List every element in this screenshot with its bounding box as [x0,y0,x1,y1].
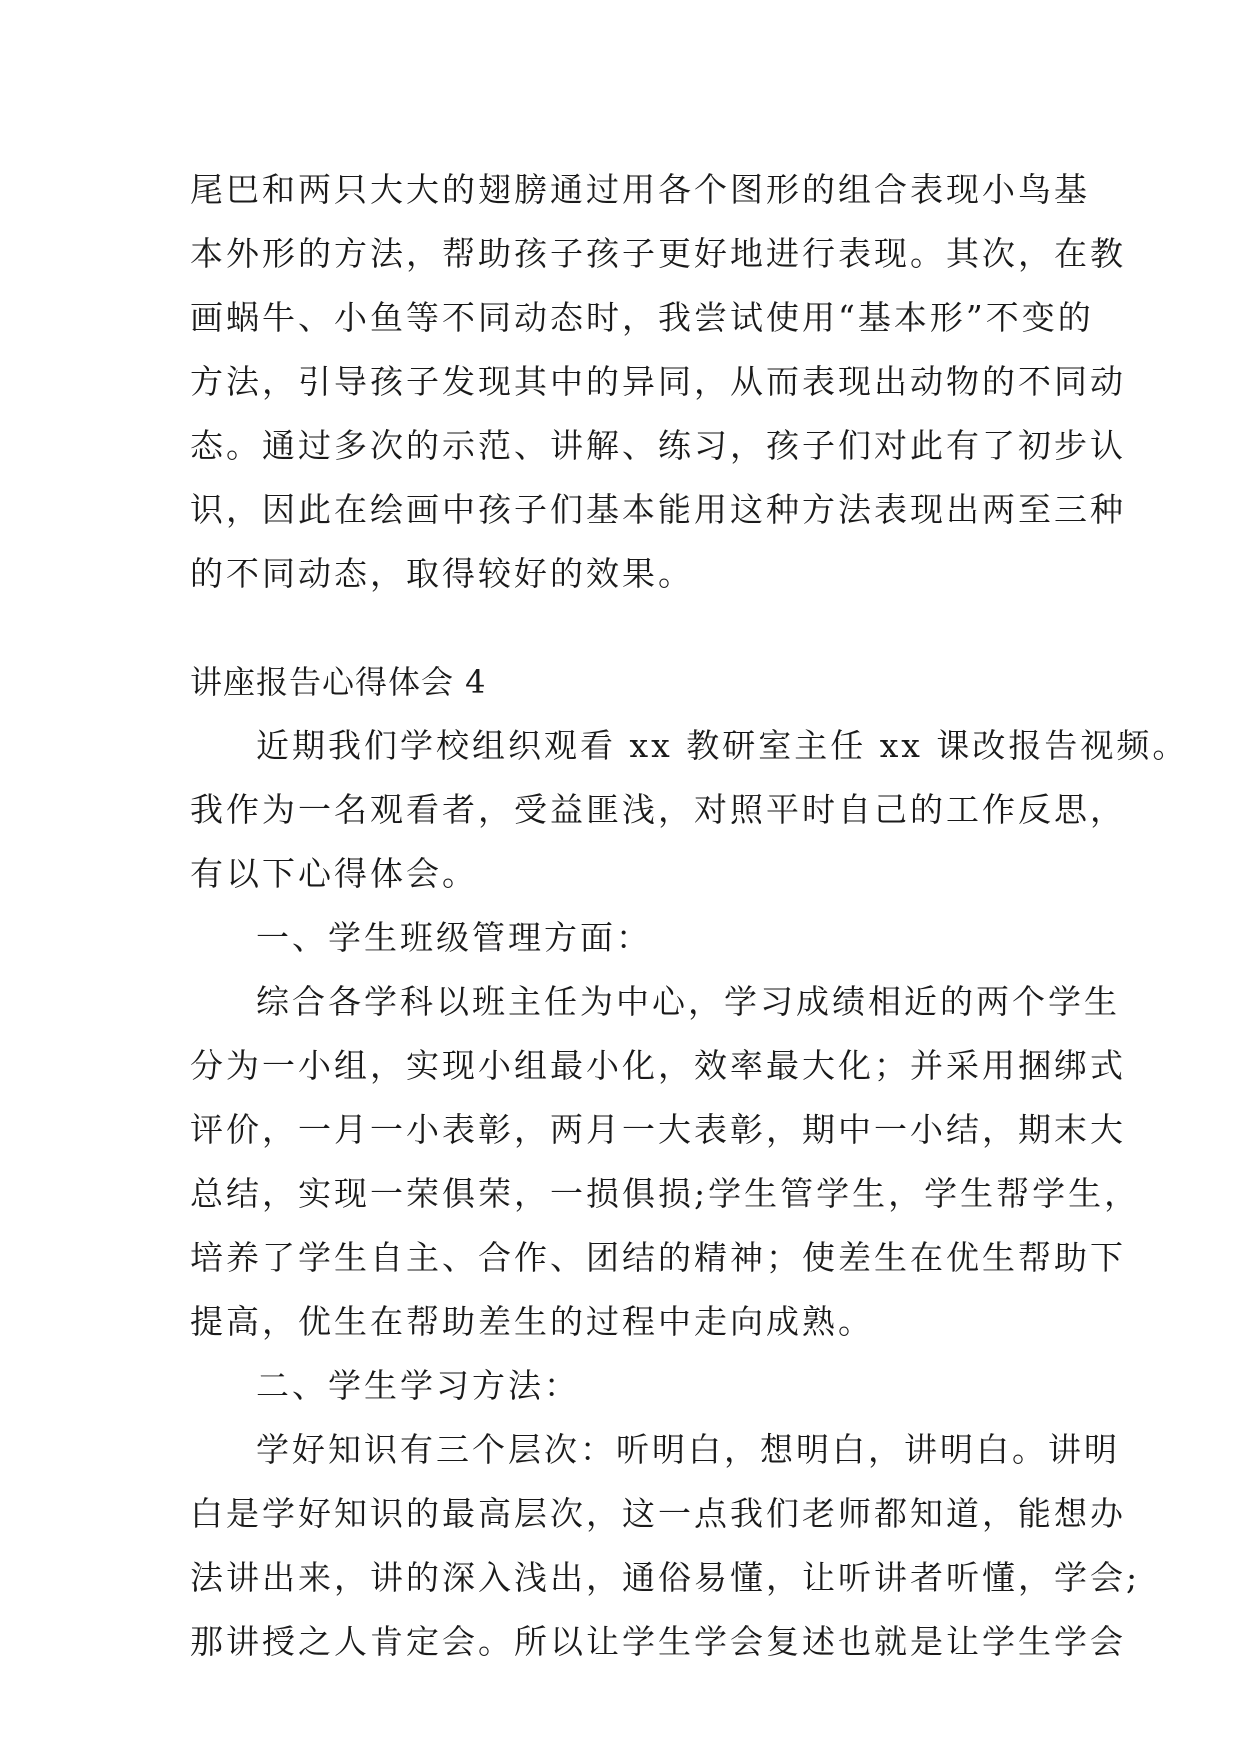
text-line: 本外形的方法，帮助孩子孩子更好地进行表现。其次，在教 [190,234,1126,273]
text-line: 近期我们学校组织观看 xx 教研室主任 xx 课改报告视频。 [256,726,1189,765]
subheading-class-management: 一、学生班级管理方面： [256,918,652,957]
text-line: 提高，优生在帮助差生的过程中走向成熟。 [190,1302,874,1341]
text-line: 综合各学科以班主任为中心，学习成绩相近的两个学生 [256,982,1120,1021]
text-line: 培养了学生自主、合作、团结的精神；使差生在优生帮助下 [190,1238,1126,1277]
text-line: 画蜗牛、小鱼等不同动态时，我尝试使用“基本形”不变的 [190,298,1094,337]
text-line: 白是学好知识的最高层次，这一点我们老师都知道，能想办 [190,1494,1126,1533]
text-line: 尾巴和两只大大的翅膀通过用各个图形的组合表现小鸟基 [190,170,1090,209]
section-title: 讲座报告心得体会 4 [190,663,487,701]
section-gap [190,606,1070,650]
text-line: 分为一小组，实现小组最小化，效率最大化；并采用捆绑式 [190,1046,1126,1085]
text-line: 我作为一名观看者，受益匪浅，对照平时自己的工作反思， [190,790,1126,829]
subheading-learning-methods: 二、学生学习方法： [256,1366,580,1405]
class-management-paragraph [190,970,1141,1354]
text-line: 态。通过多次的示范、讲解、练习，孩子们对此有了初步认 [190,426,1126,465]
text-line: 识，因此在绘画中孩子们基本能用这种方法表现出两至三种 [190,490,1126,529]
text-line: 学好知识有三个层次：听明白，想明白，讲明白。讲明 [256,1430,1120,1469]
text-line: 有以下心得体会。 [190,854,478,893]
text-line: 方法，引导孩子发现其中的异同，从而表现出动物的不同动 [190,362,1126,401]
top-paragraph [190,158,1126,606]
text-line: 的不同动态，取得较好的效果。 [190,554,694,593]
intro-paragraph [190,714,1189,906]
text-line: 总结，实现一荣俱荣，一损俱损;学生管学生，学生帮学生， [190,1174,1141,1213]
text-line: 法讲出来，讲的深入浅出，通俗易懂，让听讲者听懂，学会; [190,1558,1141,1597]
text-line: 那讲授之人肯定会。所以让学生学会复述也就是让学生学会 [190,1622,1126,1661]
document-body [190,158,1189,1674]
text-line: 评价，一月一小表彰，两月一大表彰，期中一小结，期末大 [190,1110,1126,1149]
learning-methods-paragraph [190,1418,1141,1674]
